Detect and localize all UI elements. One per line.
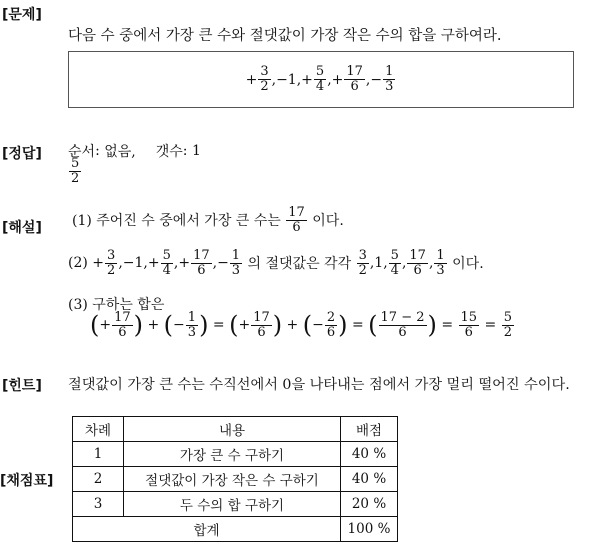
separator: , xyxy=(118,255,123,272)
number-fraction-num: 5 xyxy=(315,64,325,80)
scoring-table-wrap xyxy=(72,416,398,542)
number-sign: + xyxy=(178,255,191,272)
separator: , xyxy=(365,71,371,88)
answer-order-label: 순서 xyxy=(68,144,96,160)
table-row xyxy=(73,467,398,492)
abs-fraction-num: 3 xyxy=(358,248,367,263)
number-fraction-den: 2 xyxy=(260,79,269,94)
problem-text: 다음 수 중에서 가장 큰 수와 절댓값이 가장 작은 수의 합을 구하여라. xyxy=(68,28,502,44)
separator: , xyxy=(271,71,277,88)
number-fraction xyxy=(344,65,365,93)
separator: , xyxy=(327,71,332,88)
abs-int: 1 xyxy=(374,255,384,272)
answer-meta: 순서 : 없음, 갯수 : 1 xyxy=(68,143,201,160)
scoring-tag: [채점표] xyxy=(0,473,54,489)
step1-num: 17 xyxy=(288,205,305,220)
abs-fraction-den: 3 xyxy=(436,262,445,278)
explanation-tag: [해설] xyxy=(2,220,42,236)
step2-abs-list xyxy=(356,249,448,277)
answer-den: 2 xyxy=(71,170,80,186)
answer-count-value: 1 xyxy=(191,143,201,159)
number-sign: + xyxy=(92,255,105,272)
abs-fraction-num: 5 xyxy=(390,248,399,263)
answer-num: 5 xyxy=(71,156,80,171)
header-content: 내용 xyxy=(124,417,341,442)
step1-suffix: 이다. xyxy=(312,213,344,230)
number-fraction xyxy=(258,65,270,93)
separator: , xyxy=(173,255,179,272)
row-no: 2 xyxy=(73,467,124,492)
abs-fraction-den: 6 xyxy=(413,262,422,278)
number-fraction-num: 17 xyxy=(346,64,363,80)
number-fraction xyxy=(230,249,242,277)
problem-tag: [문제] xyxy=(2,7,42,23)
number-sign: + xyxy=(147,255,160,272)
row-content: 두 수의 합 구하기 xyxy=(124,492,341,517)
explanation-step1 xyxy=(72,206,344,234)
answer-count-label: 갯수 xyxy=(155,144,183,160)
separator: , xyxy=(401,255,407,272)
separator: , xyxy=(143,255,148,272)
row-points: 40 % xyxy=(341,442,398,467)
number-fraction-num: 1 xyxy=(231,248,241,263)
row-points: 20 % xyxy=(341,492,398,517)
step2-prefix: (2) xyxy=(68,255,88,272)
row-no: 1 xyxy=(73,442,124,467)
step3-prefix: (3) 구하는 합은 xyxy=(68,297,165,313)
number-fraction-num: 3 xyxy=(107,248,116,263)
number-int: −1 xyxy=(276,71,297,88)
row-content: 가장 큰 수 구하기 xyxy=(124,442,341,467)
separator: , xyxy=(296,71,302,88)
total-label: 합계 xyxy=(73,517,341,542)
number-fraction-den: 3 xyxy=(385,79,394,94)
step2-mid: 의 절댓값은 각각 xyxy=(247,256,352,273)
header-order: 차례 xyxy=(73,417,124,442)
abs-fraction xyxy=(357,249,369,277)
abs-fraction-den: 4 xyxy=(390,262,399,278)
row-content: 절댓값이 가장 작은 수 구하기 xyxy=(124,467,341,492)
abs-fraction-num: 17 xyxy=(409,248,426,263)
answer-tag: [정답] xyxy=(2,146,42,162)
step2-number-list xyxy=(92,249,243,277)
number-fraction xyxy=(161,249,173,277)
answer-order-value: 없음, xyxy=(104,144,136,160)
number-int: −1 xyxy=(122,255,144,272)
problem-number-box xyxy=(68,51,574,108)
number-sign: − xyxy=(370,71,383,88)
abs-fraction xyxy=(434,249,446,277)
number-fraction-den: 2 xyxy=(107,262,116,278)
number-fraction-den: 4 xyxy=(315,79,325,94)
step2-suffix: 이다. xyxy=(452,256,484,273)
number-fraction-num: 3 xyxy=(260,64,269,80)
number-fraction xyxy=(191,249,212,277)
explanation-step2 xyxy=(68,249,484,277)
number-sign: − xyxy=(217,255,229,272)
number-fraction-num: 17 xyxy=(193,248,210,263)
abs-fraction xyxy=(389,249,401,277)
number-fraction-den: 4 xyxy=(162,262,171,278)
number-fraction-num: 1 xyxy=(385,64,394,80)
number-fraction xyxy=(105,249,117,277)
row-no: 3 xyxy=(73,492,124,517)
number-fraction xyxy=(383,65,395,93)
number-fraction-num: 5 xyxy=(162,248,171,263)
hint-tag: [힌트] xyxy=(2,378,42,394)
number-fraction-den: 3 xyxy=(231,262,241,278)
step1-den: 6 xyxy=(292,219,301,235)
scoring-total-row xyxy=(73,517,398,542)
number-sign: + xyxy=(301,71,313,88)
table-row xyxy=(73,442,398,467)
total-points: 100 % xyxy=(341,517,398,542)
hint-text: 절댓값이 가장 큰 수는 수직선에서 0을 나타내는 점에서 가장 멀리 떨어진 수이다. xyxy=(68,377,570,393)
step1-text: (1) 주어진 수 중에서 가장 큰 수는 xyxy=(72,213,281,230)
separator: , xyxy=(212,255,218,272)
scoring-table xyxy=(72,416,398,542)
number-fraction-den: 6 xyxy=(350,79,359,94)
answer-value xyxy=(68,157,82,185)
separator: , xyxy=(369,255,375,272)
header-points: 배점 xyxy=(341,417,398,442)
abs-fraction-num: 1 xyxy=(436,248,445,263)
table-row xyxy=(73,492,398,517)
separator: , xyxy=(383,255,388,272)
problem-number-list xyxy=(246,65,397,93)
number-fraction-den: 6 xyxy=(197,262,206,278)
number-sign: + xyxy=(331,71,344,88)
separator: , xyxy=(428,255,434,272)
abs-fraction xyxy=(407,249,428,277)
row-points: 40 % xyxy=(341,467,398,492)
explanation-equation: ( + $\frac{17}{6}$ ) + ( − $\frac{1}{3}$ ) = ( + $\frac{17}{6}$ ) + ( − $\frac{2}{6}$ ) = ( $\frac{17 - 2}{6}$ ) = $\frac{15}{6}$ = $\frac{5}{2}$ xyxy=(90,310,512,340)
abs-fraction-den: 2 xyxy=(358,262,367,278)
number-fraction xyxy=(314,65,326,93)
number-sign: + xyxy=(245,71,258,88)
scoring-header-row xyxy=(73,417,398,442)
